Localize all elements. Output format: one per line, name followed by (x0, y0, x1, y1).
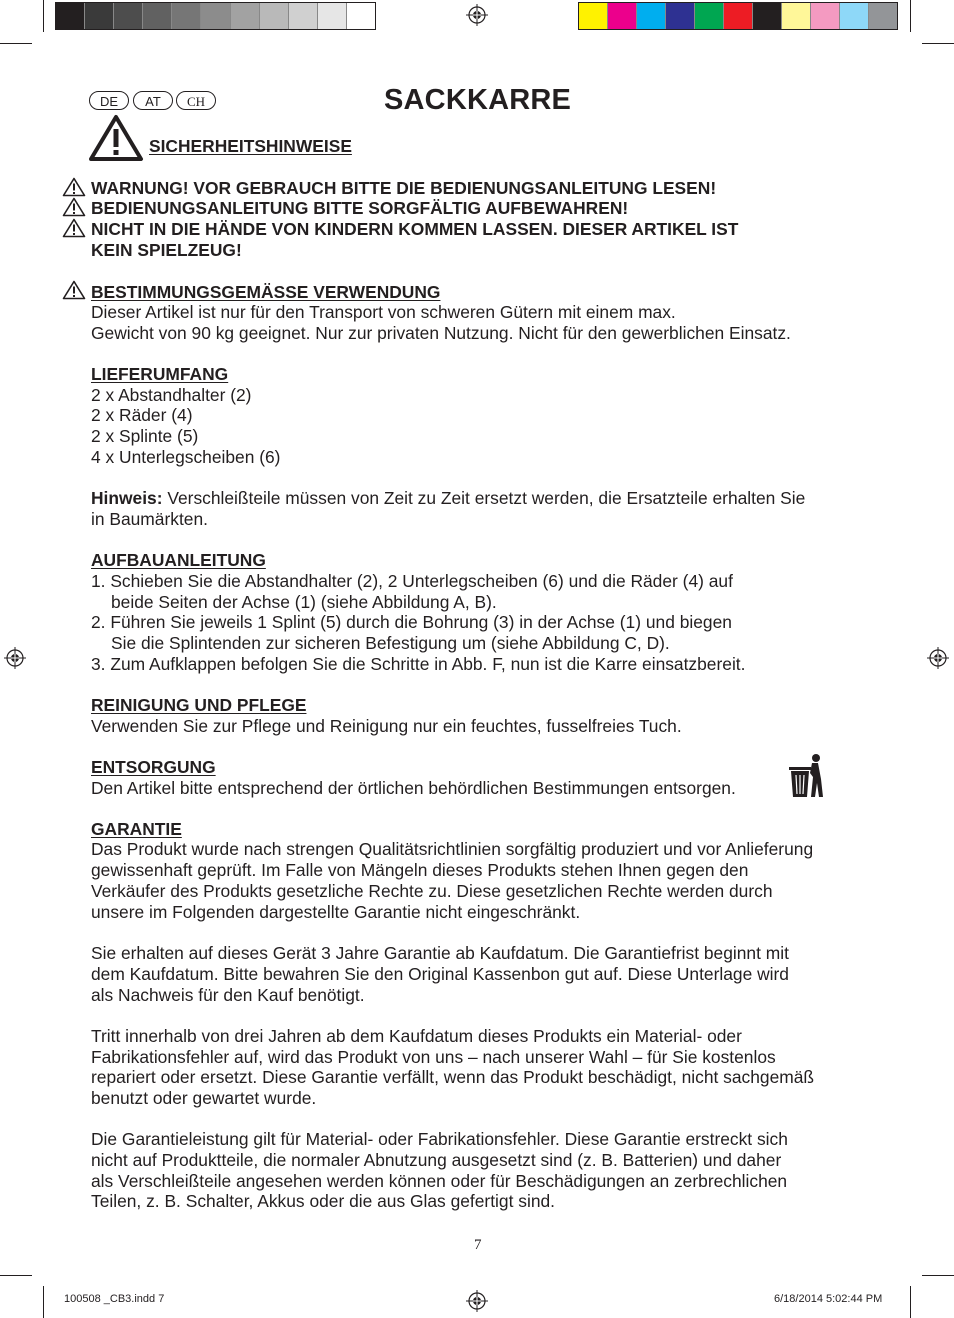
warning-triangle-icon (88, 114, 144, 162)
warranty-text: unsere im Folgenden dargestellte Garantie nicht eingeschränkt. (91, 902, 581, 922)
color-swatch (201, 3, 230, 29)
warranty-heading: GARANTIE (91, 819, 182, 839)
note-label: Hinweis: (91, 488, 163, 508)
registration-mark-icon (466, 1290, 488, 1312)
crop-mark (922, 1275, 954, 1276)
warranty-text: als Nachweis für den Kauf benötigt. (91, 985, 365, 1005)
scope-item: 2 x Abstandhalter (2) (91, 385, 252, 405)
warning-line: NICHT IN DIE HÄNDE VON KINDERN KOMMEN LASSEN. DIESER ARTIKEL IST (91, 219, 739, 239)
warranty-text: Sie erhalten auf dieses Gerät 3 Jahre Garantie ab Kaufdatum. Die Garantiefrist beginnt mit (91, 943, 789, 963)
warning-triangle-icon (62, 218, 86, 238)
scope-heading: LIEFERUMFANG (91, 364, 229, 384)
warranty-text: Fabrikationsfehler auf, wird das Produkt von uns – nach unserer Wahl – für Sie kostenlos (91, 1047, 776, 1067)
registration-mark-icon (927, 647, 949, 669)
crop-mark (910, 1286, 911, 1318)
color-swatch (318, 3, 347, 29)
color-swatch (608, 3, 637, 29)
assembly-heading: AUFBAUANLEITUNG (91, 550, 266, 570)
color-swatch (231, 3, 260, 29)
warranty-text: Das Produkt wurde nach strengen Qualitätsrichtlinien sorgfältig produziert und vor Anlieferung (91, 839, 814, 859)
grayscale-bar (55, 2, 376, 30)
color-swatch (56, 3, 85, 29)
assembly-step: beide Seiten der Achse (1) (siehe Abbildung A, B). (111, 592, 497, 612)
warning-line: KEIN SPIELZEUG! (91, 240, 242, 260)
assembly-step: 2. Führen Sie jeweils 1 Splint (5) durch die Bohrung (3) in der Achse (1) und biegen (91, 612, 732, 632)
warranty-text: als Verschleißteile angesehen werden können oder für Beschädigungen an zerbrechlichen (91, 1171, 788, 1191)
color-swatch (114, 3, 143, 29)
warning-triangle-icon (62, 197, 86, 217)
assembly-step: 3. Zum Aufklappen befolgen Sie die Schritte in Abb. F, nun ist die Karre einsatzbereit. (91, 654, 746, 674)
note-text: Verschleißteile müssen von Zeit zu Zeit ersetzt werden, die Ersatzteile erhalten Sie (162, 488, 806, 508)
warranty-text: repariert oder ersetzt. Diese Garantie verfällt, wenn das Produkt beschädigt, nicht sachgemäß (91, 1067, 815, 1087)
color-swatch (289, 3, 318, 29)
warranty-text: Verkäufer des Produkts gesetzliche Rechte zu. Diese gesetzlichen Rechte werden durch (91, 881, 773, 901)
color-swatch (172, 3, 201, 29)
warning-line: BEDIENUNGSANLEITUNG BITTE SORGFÄLTIG AUFBEWAHREN! (91, 198, 629, 218)
registration-mark-icon (466, 4, 488, 26)
color-swatch (724, 3, 753, 29)
disposal-text: Den Artikel bitte entsprechend der örtlichen behördlichen Bestimmungen entsorgen. (91, 778, 736, 798)
crop-mark (922, 43, 954, 44)
safety-heading: SICHERHEITSHINWEISE (149, 136, 352, 156)
assembly-step: 1. Schieben Sie die Abstandhalter (2), 2 Unterlegscheiben (6) und die Räder (4) auf (91, 571, 733, 591)
assembly-step: Sie die Splintenden zur sicheren Befestigung um (siehe Abbildung C, D). (111, 633, 670, 653)
cleaning-text: Verwenden Sie zur Pflege und Reinigung nur ein feuchtes, fusselfreies Tuch. (91, 716, 682, 736)
warning-triangle-icon (62, 177, 86, 197)
warranty-text: benutzt oder gewartet wurde. (91, 1088, 317, 1108)
crop-mark (910, 0, 911, 32)
badge-de: DE (89, 91, 129, 110)
color-swatch (782, 3, 811, 29)
badge-ch: CH (176, 91, 216, 110)
color-swatch (143, 3, 172, 29)
warranty-text: nicht auf Produktteile, die normaler Abnutzung ausgesetzt sind (z. B. Batterien) und daher (91, 1150, 782, 1170)
scope-item: 2 x Splinte (5) (91, 426, 199, 446)
scope-item: 2 x Räder (4) (91, 405, 193, 425)
color-swatch (811, 3, 840, 29)
warranty-text: dem Kaufdatum. Bitte bewahren Sie den Original Kassenbon gut auf. Diese Unterlage wird (91, 964, 789, 984)
cleaning-heading: REINIGUNG UND PFLEGE (91, 695, 307, 715)
warning-triangle-icon (62, 280, 86, 300)
usage-text: Gewicht von 90 kg geeignet. Nur zur privaten Nutzung. Nicht für den gewerblichen Einsatz. (91, 323, 791, 343)
warranty-text: Die Garantieleistung gilt für Material- oder Fabrikationsfehler. Diese Garantie erstreckt sich (91, 1129, 788, 1149)
page-title: SACKKARRE (384, 84, 572, 116)
color-swatch (753, 3, 782, 29)
registration-mark-icon (4, 647, 26, 669)
color-swatch (347, 3, 375, 29)
color-swatch (260, 3, 289, 29)
scope-item: 4 x Unterlegscheiben (6) (91, 447, 281, 467)
note-paragraph (91, 488, 805, 509)
note-text: in Baumärkten. (91, 509, 208, 529)
page-number: 7 (474, 1237, 482, 1253)
disposal-heading: ENTSORGUNG (91, 757, 216, 777)
color-bar (578, 2, 898, 30)
trash-bin-icon (788, 753, 824, 799)
color-swatch (637, 3, 666, 29)
color-swatch (869, 3, 897, 29)
color-swatch (85, 3, 114, 29)
crop-mark (0, 43, 32, 44)
footer-filename: 100508 _CB3.indd 7 (64, 1293, 165, 1305)
warning-line: WARNUNG! VOR GEBRAUCH BITTE DIE BEDIENUNGSANLEITUNG LESEN! (91, 178, 717, 198)
usage-text: Dieser Artikel ist nur für den Transport von schweren Gütern mit einem max. (91, 302, 676, 322)
warranty-text: Teilen, z. B. Schalter, Akkus oder die aus Glas gefertigt sind. (91, 1191, 555, 1211)
crop-mark (0, 1275, 32, 1276)
crop-mark (43, 0, 44, 32)
color-swatch (840, 3, 869, 29)
warranty-text: gewissenhaft geprüft. Im Falle von Mängeln dieses Produkts stehen Ihnen gegen den (91, 860, 749, 880)
color-swatch (695, 3, 724, 29)
warranty-text: Tritt innerhalb von drei Jahren ab dem Kaufdatum dieses Produkts ein Material- oder (91, 1026, 742, 1046)
usage-heading: BESTIMMUNGSGEMÄSSE VERWENDUNG (91, 282, 441, 302)
crop-mark (43, 1286, 44, 1318)
color-swatch (666, 3, 695, 29)
footer-timestamp: 6/18/2014 5:02:44 PM (774, 1293, 883, 1305)
color-swatch (579, 3, 608, 29)
badge-at: AT (133, 91, 173, 110)
